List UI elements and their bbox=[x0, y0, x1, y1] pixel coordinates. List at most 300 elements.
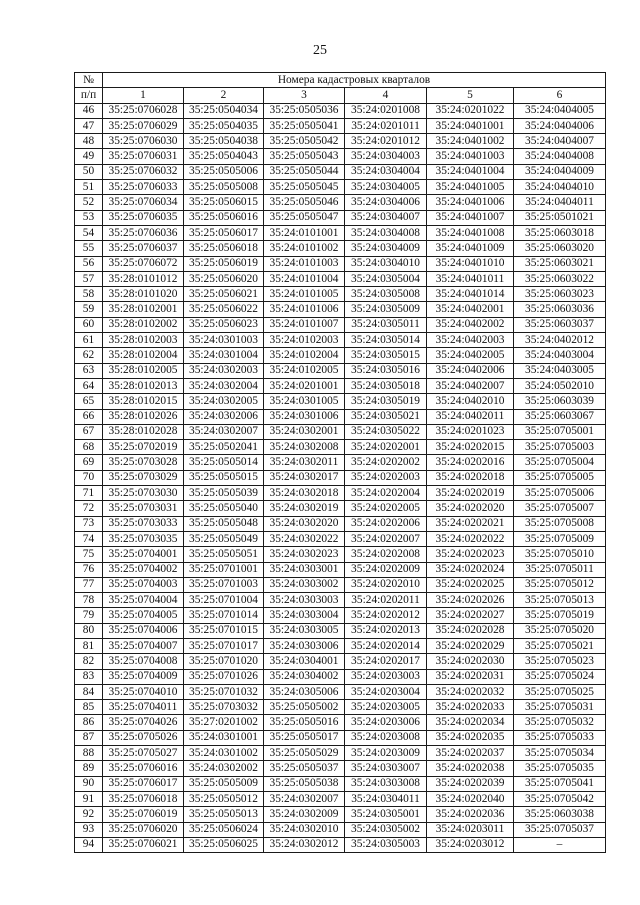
cadastral-number-cell: 35:24:0304010 bbox=[345, 256, 427, 271]
cadastral-number-cell: 35:24:0202033 bbox=[427, 700, 514, 715]
cadastral-number-cell: 35:25:0705005 bbox=[514, 470, 606, 485]
cadastral-number-cell: 35:25:0701020 bbox=[184, 654, 264, 669]
cadastral-number-cell: 35:24:0401009 bbox=[427, 241, 514, 256]
cadastral-number-cell: 35:25:0705011 bbox=[514, 562, 606, 577]
row-number: 92 bbox=[75, 807, 103, 822]
cadastral-number-cell: 35:24:0304011 bbox=[345, 791, 427, 806]
cadastral-number-cell: 35:28:0102003 bbox=[103, 333, 184, 348]
cadastral-number-cell: 35:25:0705013 bbox=[514, 593, 606, 608]
cadastral-number-cell: 35:24:0202026 bbox=[427, 593, 514, 608]
cadastral-number-cell: 35:25:0505039 bbox=[184, 486, 264, 501]
row-number: 53 bbox=[75, 210, 103, 225]
cadastral-number-cell: 35:24:0304001 bbox=[264, 654, 345, 669]
cadastral-number-cell: 35:24:0202017 bbox=[345, 654, 427, 669]
cadastral-number-cell: 35:24:0401010 bbox=[427, 256, 514, 271]
cadastral-number-cell: 35:24:0401002 bbox=[427, 134, 514, 149]
cadastral-number-cell: 35:24:0305008 bbox=[345, 287, 427, 302]
cadastral-number-cell: 35:25:0703029 bbox=[103, 470, 184, 485]
row-number: 46 bbox=[75, 103, 103, 118]
row-number: 61 bbox=[75, 333, 103, 348]
cadastral-number-cell: 35:24:0401004 bbox=[427, 164, 514, 179]
cadastral-number-cell: 35:24:0302008 bbox=[264, 440, 345, 455]
cadastral-number-cell: 35:24:0202007 bbox=[345, 531, 427, 546]
row-number: 69 bbox=[75, 455, 103, 470]
cadastral-number-cell: 35:25:0701004 bbox=[184, 593, 264, 608]
cadastral-number-cell: 35:25:0706018 bbox=[103, 791, 184, 806]
cadastral-number-cell: 35:24:0305021 bbox=[345, 409, 427, 424]
row-number: 84 bbox=[75, 684, 103, 699]
cadastral-number-cell: 35:24:0201001 bbox=[264, 378, 345, 393]
header-number-sign: № bbox=[75, 73, 103, 88]
table-row bbox=[75, 256, 606, 271]
cadastral-number-cell: 35:24:0202011 bbox=[345, 593, 427, 608]
cadastral-number-cell: 35:25:0603036 bbox=[514, 302, 606, 317]
table-row bbox=[75, 225, 606, 240]
table-row bbox=[75, 501, 606, 516]
cadastral-number-cell: 35:24:0301003 bbox=[184, 333, 264, 348]
cadastral-number-cell: 35:25:0603037 bbox=[514, 317, 606, 332]
row-number: 70 bbox=[75, 470, 103, 485]
row-number: 74 bbox=[75, 531, 103, 546]
cadastral-number-cell: 35:25:0603022 bbox=[514, 271, 606, 286]
table-row bbox=[75, 134, 606, 149]
cadastral-number-cell: 35:25:0706030 bbox=[103, 134, 184, 149]
cadastral-number-cell: 35:24:0202018 bbox=[427, 470, 514, 485]
row-number: 91 bbox=[75, 791, 103, 806]
cadastral-number-cell: 35:24:0202035 bbox=[427, 730, 514, 745]
cadastral-number-cell: 35:24:0202032 bbox=[427, 684, 514, 699]
cadastral-number-cell: 35:28:0102005 bbox=[103, 363, 184, 378]
cadastral-number-cell: 35:28:0101020 bbox=[103, 287, 184, 302]
row-number: 64 bbox=[75, 378, 103, 393]
cadastral-number-cell: 35:25:0505013 bbox=[184, 807, 264, 822]
cadastral-number-cell: 35:24:0202034 bbox=[427, 715, 514, 730]
cadastral-number-cell: 35:25:0706032 bbox=[103, 164, 184, 179]
cadastral-number-cell: 35:24:0202022 bbox=[427, 531, 514, 546]
cadastral-number-cell: 35:24:0303001 bbox=[264, 562, 345, 577]
cadastral-number-cell: 35:25:0706072 bbox=[103, 256, 184, 271]
cadastral-number-cell: 35:24:0302006 bbox=[184, 409, 264, 424]
cadastral-number-cell: 35:24:0302007 bbox=[184, 424, 264, 439]
cadastral-number-cell: 35:24:0304008 bbox=[345, 225, 427, 240]
table-row bbox=[75, 333, 606, 348]
cadastral-number-cell: 35:25:0505002 bbox=[264, 700, 345, 715]
cadastral-number-cell: 35:25:0705035 bbox=[514, 761, 606, 776]
cadastral-number-cell: 35:24:0302018 bbox=[264, 486, 345, 501]
cadastral-number-cell: 35:25:0506015 bbox=[184, 195, 264, 210]
cadastral-number-cell: 35:24:0101002 bbox=[264, 241, 345, 256]
cadastral-number-cell: 35:25:0506019 bbox=[184, 256, 264, 271]
cadastral-number-cell: 35:25:0506024 bbox=[184, 822, 264, 837]
table-row bbox=[75, 486, 606, 501]
row-number: 75 bbox=[75, 547, 103, 562]
cadastral-number-cell: 35:24:0304006 bbox=[345, 195, 427, 210]
cadastral-number-cell: 35:24:0302009 bbox=[264, 807, 345, 822]
cadastral-number-cell: 35:24:0202009 bbox=[345, 562, 427, 577]
cadastral-number-cell: 35:24:0203003 bbox=[345, 669, 427, 684]
cadastral-number-cell: 35:25:0704002 bbox=[103, 562, 184, 577]
row-number: 52 bbox=[75, 195, 103, 210]
cadastral-number-cell: 35:25:0706033 bbox=[103, 180, 184, 195]
cadastral-number-cell: 35:25:0705034 bbox=[514, 746, 606, 761]
cadastral-number-cell: 35:25:0701001 bbox=[184, 562, 264, 577]
cadastral-number-cell: 35:25:0603067 bbox=[514, 409, 606, 424]
table-row bbox=[75, 837, 606, 852]
row-number: 87 bbox=[75, 730, 103, 745]
cadastral-number-cell: 35:28:0102028 bbox=[103, 424, 184, 439]
cadastral-number-cell: 35:25:0504038 bbox=[184, 134, 264, 149]
cadastral-number-cell: 35:24:0305011 bbox=[345, 317, 427, 332]
row-number: 57 bbox=[75, 271, 103, 286]
cadastral-number-cell: 35:24:0302004 bbox=[184, 378, 264, 393]
table-row bbox=[75, 241, 606, 256]
cadastral-number-cell: 35:25:0506021 bbox=[184, 287, 264, 302]
cadastral-number-cell: 35:25:0501021 bbox=[514, 210, 606, 225]
cadastral-number-cell: 35:25:0704003 bbox=[103, 577, 184, 592]
cadastral-number-cell: 35:25:0706034 bbox=[103, 195, 184, 210]
cadastral-number-cell: 35:25:0705019 bbox=[514, 608, 606, 623]
row-number: 47 bbox=[75, 118, 103, 133]
cadastral-number-cell: 35:25:0504034 bbox=[184, 103, 264, 118]
cadastral-number-cell: 35:25:0506018 bbox=[184, 241, 264, 256]
cadastral-number-cell: 35:24:0202008 bbox=[345, 547, 427, 562]
cadastral-number-cell: 35:25:0603023 bbox=[514, 287, 606, 302]
cadastral-number-cell: 35:28:0102015 bbox=[103, 394, 184, 409]
cadastral-number-cell: 35:24:0305004 bbox=[345, 271, 427, 286]
cadastral-number-cell: 35:25:0706035 bbox=[103, 210, 184, 225]
cadastral-number-cell: 35:24:0305014 bbox=[345, 333, 427, 348]
table-row bbox=[75, 715, 606, 730]
cadastral-number-cell: 35:24:0101007 bbox=[264, 317, 345, 332]
table-header-row bbox=[75, 73, 606, 88]
cadastral-number-cell: 35:24:0201011 bbox=[345, 118, 427, 133]
table-row bbox=[75, 164, 606, 179]
cadastral-number-cell: 35:24:0305009 bbox=[345, 302, 427, 317]
cadastral-number-cell: 35:24:0404008 bbox=[514, 149, 606, 164]
cadastral-number-cell: 35:25:0706020 bbox=[103, 822, 184, 837]
cadastral-number-cell: 35:24:0202012 bbox=[345, 608, 427, 623]
cadastral-number-cell: 35:24:0401001 bbox=[427, 118, 514, 133]
cadastral-number-cell: 35:28:0102002 bbox=[103, 317, 184, 332]
cadastral-number-cell: 35:24:0202025 bbox=[427, 577, 514, 592]
header-row-number-label: п/п bbox=[75, 88, 103, 103]
header-title: Номера кадастровых кварталов bbox=[103, 73, 606, 88]
cadastral-number-cell: 35:24:0202014 bbox=[345, 638, 427, 653]
table-row bbox=[75, 654, 606, 669]
cadastral-number-cell: 35:24:0303007 bbox=[345, 761, 427, 776]
table-row bbox=[75, 562, 606, 577]
cadastral-number-cell: 35:28:0102004 bbox=[103, 348, 184, 363]
table-row bbox=[75, 180, 606, 195]
table-row bbox=[75, 608, 606, 623]
cadastral-number-cell: 35:24:0201012 bbox=[345, 134, 427, 149]
cadastral-number-cell: 35:25:0705020 bbox=[514, 623, 606, 638]
cadastral-number-cell: 35:25:0506025 bbox=[184, 837, 264, 852]
cadastral-number-cell: 35:24:0302002 bbox=[184, 761, 264, 776]
cadastral-number-cell: 35:24:0202020 bbox=[427, 501, 514, 516]
cadastral-number-cell: 35:24:0202027 bbox=[427, 608, 514, 623]
cadastral-number-cell: 35:25:0603020 bbox=[514, 241, 606, 256]
table-row bbox=[75, 287, 606, 302]
row-number: 68 bbox=[75, 440, 103, 455]
row-number: 63 bbox=[75, 363, 103, 378]
cadastral-number-cell: 35:24:0301004 bbox=[184, 348, 264, 363]
row-number: 85 bbox=[75, 700, 103, 715]
cadastral-number-cell: 35:24:0403004 bbox=[514, 348, 606, 363]
cadastral-number-cell: 35:25:0505047 bbox=[264, 210, 345, 225]
cadastral-number-cell: 35:25:0705008 bbox=[514, 516, 606, 531]
cadastral-number-cell: 35:25:0505029 bbox=[264, 746, 345, 761]
cadastral-number-cell: 35:24:0202040 bbox=[427, 791, 514, 806]
cadastral-number-cell: 35:25:0705001 bbox=[514, 424, 606, 439]
cadastral-number-cell: 35:24:0202010 bbox=[345, 577, 427, 592]
cadastral-number-cell: 35:24:0301005 bbox=[264, 394, 345, 409]
cadastral-number-cell: 35:25:0505051 bbox=[184, 547, 264, 562]
cadastral-number-cell: 35:24:0201022 bbox=[427, 103, 514, 118]
cadastral-number-cell: 35:24:0301001 bbox=[184, 730, 264, 745]
cadastral-number-cell: 35:24:0303005 bbox=[264, 623, 345, 638]
cadastral-number-cell: 35:24:0101005 bbox=[264, 287, 345, 302]
cadastral-number-cell: 35:24:0101006 bbox=[264, 302, 345, 317]
cadastral-number-cell: 35:25:0505037 bbox=[264, 761, 345, 776]
cadastral-number-cell: 35:25:0505009 bbox=[184, 776, 264, 791]
cadastral-number-cell: 35:25:0703032 bbox=[184, 700, 264, 715]
cadastral-number-cell: 35:25:0506017 bbox=[184, 225, 264, 240]
table-row bbox=[75, 103, 606, 118]
table-row bbox=[75, 807, 606, 822]
cadastral-number-cell: 35:25:0505017 bbox=[264, 730, 345, 745]
cadastral-number-cell: 35:24:0305018 bbox=[345, 378, 427, 393]
table-row bbox=[75, 730, 606, 745]
cadastral-number-cell: 35:24:0202015 bbox=[427, 440, 514, 455]
row-number: 49 bbox=[75, 149, 103, 164]
table-row bbox=[75, 516, 606, 531]
cadastral-number-cell: 35:24:0404005 bbox=[514, 103, 606, 118]
row-number: 79 bbox=[75, 608, 103, 623]
cadastral-number-cell: 35:25:0505008 bbox=[184, 180, 264, 195]
cadastral-number-cell: 35:24:0305002 bbox=[345, 822, 427, 837]
cadastral-number-cell: 35:24:0402002 bbox=[427, 317, 514, 332]
row-number: 65 bbox=[75, 394, 103, 409]
cadastral-number-cell: 35:24:0201008 bbox=[345, 103, 427, 118]
table-row bbox=[75, 700, 606, 715]
column-number: 1 bbox=[103, 88, 184, 103]
cadastral-number-cell: 35:25:0506023 bbox=[184, 317, 264, 332]
row-number: 50 bbox=[75, 164, 103, 179]
row-number: 67 bbox=[75, 424, 103, 439]
cadastral-number-cell: 35:24:0101003 bbox=[264, 256, 345, 271]
cadastral-number-cell: 35:24:0302020 bbox=[264, 516, 345, 531]
cadastral-number-cell: 35:24:0102004 bbox=[264, 348, 345, 363]
cadastral-number-cell: 35:25:0603021 bbox=[514, 256, 606, 271]
cadastral-number-cell: 35:24:0102003 bbox=[264, 333, 345, 348]
cadastral-number-cell: 35:24:0202024 bbox=[427, 562, 514, 577]
cadastral-number-cell: 35:27:0201002 bbox=[184, 715, 264, 730]
cadastral-number-cell: 35:25:0706021 bbox=[103, 837, 184, 852]
table-row bbox=[75, 470, 606, 485]
cadastral-number-cell: 35:24:0401008 bbox=[427, 225, 514, 240]
cadastral-number-cell: 35:24:0202004 bbox=[345, 486, 427, 501]
row-number: 51 bbox=[75, 180, 103, 195]
table-row bbox=[75, 210, 606, 225]
cadastral-number-cell: 35:24:0305001 bbox=[345, 807, 427, 822]
cadastral-number-cell: 35:24:0302012 bbox=[264, 837, 345, 852]
cadastral-number-cell: 35:24:0302011 bbox=[264, 455, 345, 470]
row-number: 60 bbox=[75, 317, 103, 332]
cadastral-number-cell: 35:24:0203004 bbox=[345, 684, 427, 699]
table-row bbox=[75, 424, 606, 439]
column-number: 4 bbox=[345, 88, 427, 103]
table-row bbox=[75, 638, 606, 653]
column-number: 5 bbox=[427, 88, 514, 103]
cadastral-number-cell: 35:25:0706016 bbox=[103, 761, 184, 776]
cadastral-number-cell: 35:25:0505043 bbox=[264, 149, 345, 164]
cadastral-number-cell: 35:28:0101012 bbox=[103, 271, 184, 286]
cadastral-number-cell: 35:24:0404010 bbox=[514, 180, 606, 195]
row-number: 93 bbox=[75, 822, 103, 837]
table-row bbox=[75, 623, 606, 638]
cadastral-number-cell: 35:24:0402007 bbox=[427, 378, 514, 393]
cadastral-number-cell: 35:24:0202019 bbox=[427, 486, 514, 501]
cadastral-number-cell: 35:24:0202030 bbox=[427, 654, 514, 669]
cadastral-number-cell: 35:24:0202001 bbox=[345, 440, 427, 455]
cadastral-number-cell: 35:24:0402011 bbox=[427, 409, 514, 424]
cadastral-number-cell: 35:24:0304002 bbox=[264, 669, 345, 684]
cadastral-number-cell: 35:25:0706019 bbox=[103, 807, 184, 822]
cadastral-number-cell: 35:24:0203006 bbox=[345, 715, 427, 730]
table-row bbox=[75, 791, 606, 806]
cadastral-number-cell: 35:24:0304004 bbox=[345, 164, 427, 179]
cadastral-number-cell: 35:24:0202029 bbox=[427, 638, 514, 653]
cadastral-number-cell: 35:25:0505041 bbox=[264, 118, 345, 133]
cadastral-number-cell: 35:25:0506022 bbox=[184, 302, 264, 317]
row-number: 83 bbox=[75, 669, 103, 684]
cadastral-number-cell: 35:25:0705032 bbox=[514, 715, 606, 730]
cadastral-number-cell: 35:24:0202016 bbox=[427, 455, 514, 470]
cadastral-number-cell: 35:25:0705003 bbox=[514, 440, 606, 455]
cadastral-number-cell: 35:24:0402003 bbox=[427, 333, 514, 348]
cadastral-number-cell: 35:25:0705037 bbox=[514, 822, 606, 837]
cadastral-number-cell: 35:25:0505049 bbox=[184, 531, 264, 546]
row-number: 94 bbox=[75, 837, 103, 852]
cadastral-number-cell: 35:24:0102005 bbox=[264, 363, 345, 378]
table-row bbox=[75, 822, 606, 837]
cadastral-number-cell: 35:25:0705004 bbox=[514, 455, 606, 470]
cadastral-number-cell: 35:24:0404009 bbox=[514, 164, 606, 179]
cadastral-number-cell: 35:25:0701014 bbox=[184, 608, 264, 623]
cadastral-number-cell: 35:25:0505015 bbox=[184, 470, 264, 485]
cadastral-number-cell: 35:24:0404011 bbox=[514, 195, 606, 210]
cadastral-number-cell: 35:24:0304005 bbox=[345, 180, 427, 195]
cadastral-number-cell: 35:25:0705024 bbox=[514, 669, 606, 684]
row-number: 76 bbox=[75, 562, 103, 577]
cadastral-number-cell: 35:25:0704008 bbox=[103, 654, 184, 669]
cadastral-number-cell: 35:24:0302003 bbox=[184, 363, 264, 378]
row-number: 89 bbox=[75, 761, 103, 776]
cadastral-number-cell: 35:25:0505012 bbox=[184, 791, 264, 806]
cadastral-number-cell: 35:25:0504035 bbox=[184, 118, 264, 133]
row-number: 48 bbox=[75, 134, 103, 149]
cadastral-number-cell: 35:24:0302019 bbox=[264, 501, 345, 516]
row-number: 77 bbox=[75, 577, 103, 592]
cadastral-number-cell: 35:24:0303008 bbox=[345, 776, 427, 791]
cadastral-number-cell: 35:24:0403005 bbox=[514, 363, 606, 378]
cadastral-number-cell: 35:24:0203012 bbox=[427, 837, 514, 852]
table-row bbox=[75, 577, 606, 592]
row-number: 80 bbox=[75, 623, 103, 638]
cadastral-number-cell: 35:24:0202021 bbox=[427, 516, 514, 531]
cadastral-number-cell: 35:24:0401006 bbox=[427, 195, 514, 210]
cadastral-number-cell: 35:24:0202028 bbox=[427, 623, 514, 638]
cadastral-number-cell: 35:24:0303006 bbox=[264, 638, 345, 653]
table-row bbox=[75, 363, 606, 378]
cadastral-number-cell: 35:24:0201023 bbox=[427, 424, 514, 439]
cadastral-number-cell: 35:25:0706029 bbox=[103, 118, 184, 133]
table-row bbox=[75, 547, 606, 562]
cadastral-number-cell: 35:25:0704004 bbox=[103, 593, 184, 608]
cadastral-number-cell: 35:25:0704001 bbox=[103, 547, 184, 562]
table-row bbox=[75, 394, 606, 409]
table-row bbox=[75, 149, 606, 164]
cadastral-number-cell: 35:28:0102026 bbox=[103, 409, 184, 424]
cadastral-number-cell: 35:25:0705010 bbox=[514, 547, 606, 562]
cadastral-number-cell: – bbox=[514, 837, 606, 852]
cadastral-number-cell: 35:24:0304009 bbox=[345, 241, 427, 256]
table-row bbox=[75, 531, 606, 546]
table-row bbox=[75, 440, 606, 455]
column-number: 2 bbox=[184, 88, 264, 103]
table-row bbox=[75, 593, 606, 608]
cadastral-number-cell: 35:25:0705021 bbox=[514, 638, 606, 653]
cadastral-number-cell: 35:24:0305006 bbox=[264, 684, 345, 699]
cadastral-number-cell: 35:24:0404006 bbox=[514, 118, 606, 133]
cadastral-number-cell: 35:24:0202003 bbox=[345, 470, 427, 485]
cadastral-number-cell: 35:24:0305003 bbox=[345, 837, 427, 852]
page-number: 25 bbox=[313, 43, 327, 58]
cadastral-number-cell: 35:24:0202037 bbox=[427, 746, 514, 761]
cadastral-number-cell: 35:24:0302010 bbox=[264, 822, 345, 837]
cadastral-number-cell: 35:24:0402012 bbox=[514, 333, 606, 348]
cadastral-number-cell: 35:24:0202006 bbox=[345, 516, 427, 531]
table-row bbox=[75, 271, 606, 286]
table-row bbox=[75, 195, 606, 210]
table-row bbox=[75, 378, 606, 393]
table-row bbox=[75, 348, 606, 363]
row-number: 59 bbox=[75, 302, 103, 317]
cadastral-number-cell: 35:24:0202002 bbox=[345, 455, 427, 470]
row-number: 90 bbox=[75, 776, 103, 791]
cadastral-number-cell: 35:24:0305022 bbox=[345, 424, 427, 439]
cadastral-number-cell: 35:24:0402005 bbox=[427, 348, 514, 363]
cadastral-number-cell: 35:24:0401003 bbox=[427, 149, 514, 164]
cadastral-number-cell: 35:24:0302001 bbox=[264, 424, 345, 439]
cadastral-number-cell: 35:25:0704007 bbox=[103, 638, 184, 653]
cadastral-number-cell: 35:24:0202036 bbox=[427, 807, 514, 822]
cadastral-number-cell: 35:25:0603039 bbox=[514, 394, 606, 409]
cadastral-number-cell: 35:24:0401011 bbox=[427, 271, 514, 286]
cadastral-number-cell: 35:24:0401007 bbox=[427, 210, 514, 225]
cadastral-number-cell: 35:25:0703035 bbox=[103, 531, 184, 546]
row-number: 88 bbox=[75, 746, 103, 761]
cadastral-number-cell: 35:25:0706036 bbox=[103, 225, 184, 240]
cadastral-number-cell: 35:25:0702019 bbox=[103, 440, 184, 455]
table-row bbox=[75, 746, 606, 761]
cadastral-number-cell: 35:25:0706028 bbox=[103, 103, 184, 118]
row-number: 55 bbox=[75, 241, 103, 256]
cadastral-number-cell: 35:25:0706017 bbox=[103, 776, 184, 791]
cadastral-number-cell: 35:25:0701017 bbox=[184, 638, 264, 653]
row-number: 56 bbox=[75, 256, 103, 271]
